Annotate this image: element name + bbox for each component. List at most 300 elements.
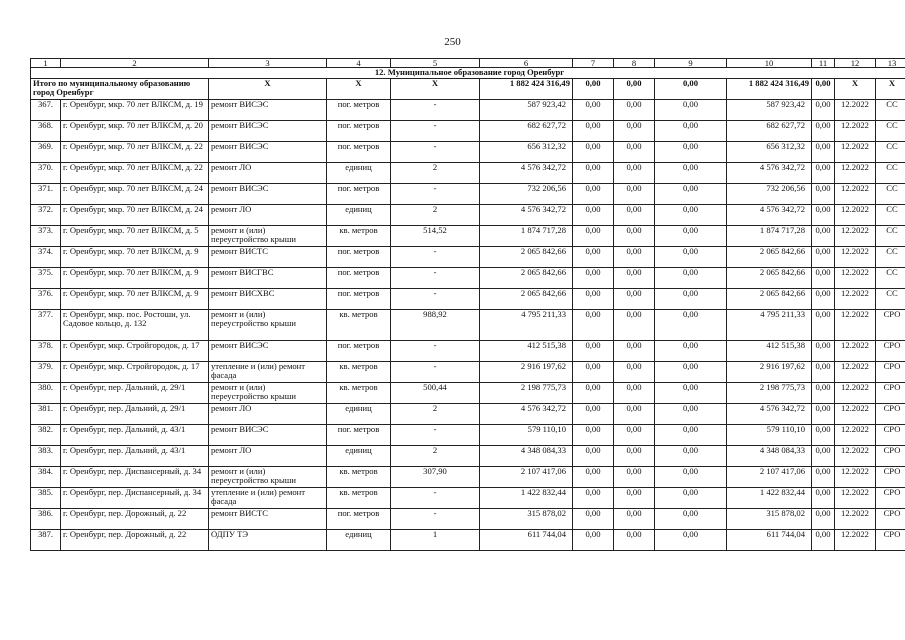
cost-cell: 2 198 775,73 [480,382,573,403]
quantity-cell: 500,44 [391,382,480,403]
address-cell: г. Оренбург, мкр. 70 лет ВЛКСМ, д. 20 [61,120,209,141]
column-number: 1 [31,59,61,68]
row-number: 375. [31,267,61,288]
total-cost-cell: 2 065 842,66 [727,288,812,309]
total-cost-cell: 732 206,56 [727,183,812,204]
cost-cell: 4 576 342,72 [480,162,573,183]
row-number: 387. [31,529,61,550]
amount-cell: 0,00 [614,225,655,246]
work-type-cell: ОДПУ ТЭ [209,529,327,550]
amount-cell: 0,00 [573,424,614,445]
total-cell: X [876,78,905,99]
address-cell: г. Оренбург, пер. Дальний, д. 29/1 [61,382,209,403]
executor-cell: СРО [876,466,905,487]
total-cell: X [391,78,480,99]
deadline-cell: 12.2022 [835,466,876,487]
amount-cell: 0,00 [573,99,614,120]
deadline-cell: 12.2022 [835,288,876,309]
deadline-cell: 12.2022 [835,246,876,267]
executor-cell: СРО [876,445,905,466]
column-number-row [31,59,905,68]
address-cell: г. Оренбург, мкр. 70 лет ВЛКСМ, д. 24 [61,204,209,225]
column-number: 3 [209,59,327,68]
executor-cell: СРО [876,403,905,424]
unit-cell: единиц [327,445,391,466]
quantity-cell: - [391,340,480,361]
executor-cell: СРО [876,309,905,340]
amount-cell: 0,00 [812,529,835,550]
amount-cell: 0,00 [573,340,614,361]
amount-cell: 0,00 [614,487,655,508]
unit-cell: пог. метров [327,183,391,204]
quantity-cell: - [391,99,480,120]
table-row [31,529,905,550]
work-type-cell: ремонт ВИСЭС [209,99,327,120]
cost-cell: 4 576 342,72 [480,403,573,424]
amount-cell: 0,00 [812,340,835,361]
quantity-cell: 2 [391,403,480,424]
row-number: 372. [31,204,61,225]
deadline-cell: 12.2022 [835,529,876,550]
amount-cell: 0,00 [614,288,655,309]
unit-cell: кв. метров [327,487,391,508]
amount-cell: 0,00 [655,424,727,445]
total-cell: 0,00 [812,78,835,99]
amount-cell: 0,00 [812,309,835,340]
amount-cell: 0,00 [573,487,614,508]
address-cell: г. Оренбург, пер. Дальний, д. 43/1 [61,424,209,445]
amount-cell: 0,00 [655,340,727,361]
deadline-cell: 12.2022 [835,120,876,141]
table-row [31,508,905,529]
amount-cell: 0,00 [655,508,727,529]
amount-cell: 0,00 [655,204,727,225]
amount-cell: 0,00 [573,445,614,466]
work-type-cell: ремонт ВИСЭС [209,183,327,204]
work-type-cell: ремонт и (или) переустройство крыши [209,466,327,487]
row-number: 384. [31,466,61,487]
amount-cell: 0,00 [573,466,614,487]
cost-cell: 682 627,72 [480,120,573,141]
amount-cell: 0,00 [573,267,614,288]
unit-cell: кв. метров [327,361,391,382]
table-row [31,246,905,267]
row-number: 386. [31,508,61,529]
table-row [31,309,905,340]
table-row [31,424,905,445]
total-cell: X [327,78,391,99]
cost-cell: 2 916 197,62 [480,361,573,382]
work-type-cell: ремонт ВИСТС [209,508,327,529]
amount-cell: 0,00 [614,382,655,403]
deadline-cell: 12.2022 [835,225,876,246]
total-cost-cell: 2 198 775,73 [727,382,812,403]
total-cost-cell: 4 348 084,33 [727,445,812,466]
amount-cell: 0,00 [812,267,835,288]
amount-cell: 0,00 [573,246,614,267]
table-row [31,162,905,183]
amount-cell: 0,00 [614,162,655,183]
row-number: 378. [31,340,61,361]
executor-cell: СС [876,246,905,267]
table-row [31,120,905,141]
amount-cell: 0,00 [614,309,655,340]
executor-cell: СРО [876,508,905,529]
amount-cell: 0,00 [573,508,614,529]
executor-cell: СС [876,267,905,288]
amount-cell: 0,00 [614,466,655,487]
cost-cell: 579 110,10 [480,424,573,445]
work-type-cell: ремонт ЛО [209,403,327,424]
amount-cell: 0,00 [812,403,835,424]
amount-cell: 0,00 [812,361,835,382]
total-cost-cell: 2 916 197,62 [727,361,812,382]
work-type-cell: ремонт ЛО [209,204,327,225]
amount-cell: 0,00 [655,361,727,382]
work-type-cell: ремонт ВИСЭС [209,340,327,361]
address-cell: г. Оренбург, пер. Дорожный, д. 22 [61,529,209,550]
deadline-cell: 12.2022 [835,382,876,403]
column-number: 10 [727,59,812,68]
cost-cell: 412 515,38 [480,340,573,361]
unit-cell: пог. метров [327,267,391,288]
quantity-cell: - [391,487,480,508]
cost-cell: 2 065 842,66 [480,288,573,309]
unit-cell: пог. метров [327,424,391,445]
executor-cell: СС [876,225,905,246]
total-cost-cell: 4 795 211,33 [727,309,812,340]
address-cell: г. Оренбург, мкр. Стройгородок, д. 17 [61,361,209,382]
unit-cell: кв. метров [327,466,391,487]
total-cell: 0,00 [573,78,614,99]
deadline-cell: 12.2022 [835,424,876,445]
deadline-cell: 12.2022 [835,340,876,361]
row-number: 383. [31,445,61,466]
total-cost-cell: 4 576 342,72 [727,162,812,183]
column-number: 5 [391,59,480,68]
row-number: 371. [31,183,61,204]
total-cost-cell: 2 107 417,06 [727,466,812,487]
amount-cell: 0,00 [812,508,835,529]
row-number: 374. [31,246,61,267]
executor-cell: СРО [876,487,905,508]
work-type-cell: ремонт ЛО [209,162,327,183]
total-row [31,78,905,99]
cost-cell: 587 923,42 [480,99,573,120]
executor-cell: СС [876,141,905,162]
row-number: 367. [31,99,61,120]
amount-cell: 0,00 [573,162,614,183]
unit-cell: пог. метров [327,508,391,529]
amount-cell: 0,00 [812,120,835,141]
row-number: 376. [31,288,61,309]
total-cell: X [835,78,876,99]
deadline-cell: 12.2022 [835,162,876,183]
amount-cell: 0,00 [655,466,727,487]
row-number: 373. [31,225,61,246]
table-row [31,361,905,382]
cost-cell: 315 878,02 [480,508,573,529]
row-number: 377. [31,309,61,340]
table-row [31,445,905,466]
column-number: 12 [835,59,876,68]
deadline-cell: 12.2022 [835,445,876,466]
table-body [31,59,905,551]
address-cell: г. Оренбург, мкр. 70 лет ВЛКСМ, д. 24 [61,183,209,204]
work-type-cell: ремонт ВИСХВС [209,288,327,309]
total-cost-cell: 1 874 717,28 [727,225,812,246]
column-number: 4 [327,59,391,68]
deadline-cell: 12.2022 [835,141,876,162]
quantity-cell: - [391,267,480,288]
unit-cell: кв. метров [327,225,391,246]
column-number: 2 [61,59,209,68]
amount-cell: 0,00 [573,529,614,550]
row-number: 380. [31,382,61,403]
column-number: 13 [876,59,905,68]
total-cost-cell: 412 515,38 [727,340,812,361]
table-row [31,99,905,120]
cost-cell: 656 312,32 [480,141,573,162]
amount-cell: 0,00 [812,204,835,225]
amount-cell: 0,00 [573,225,614,246]
amount-cell: 0,00 [655,99,727,120]
amount-cell: 0,00 [812,141,835,162]
quantity-cell: - [391,424,480,445]
total-cell: 1 882 424 316,49 [727,78,812,99]
amount-cell: 0,00 [812,288,835,309]
work-type-cell: ремонт ВИСЭС [209,424,327,445]
amount-cell: 0,00 [573,204,614,225]
amount-cell: 0,00 [655,162,727,183]
address-cell: г. Оренбург, мкр. 70 лет ВЛКСМ, д. 9 [61,267,209,288]
amount-cell: 0,00 [614,508,655,529]
unit-cell: пог. метров [327,120,391,141]
amount-cell: 0,00 [812,466,835,487]
executor-cell: СРО [876,424,905,445]
amount-cell: 0,00 [614,183,655,204]
quantity-cell: - [391,120,480,141]
total-cell: 0,00 [614,78,655,99]
unit-cell: пог. метров [327,99,391,120]
address-cell: г. Оренбург, мкр. 70 лет ВЛКСМ, д. 19 [61,99,209,120]
quantity-cell: - [391,361,480,382]
total-label: Итого по муниципальному образованию город Оренбург [31,78,209,99]
work-type-cell: ремонт и (или) переустройство крыши [209,382,327,403]
quantity-cell: - [391,246,480,267]
deadline-cell: 12.2022 [835,487,876,508]
executor-cell: СС [876,183,905,204]
executor-cell: СРО [876,361,905,382]
amount-cell: 0,00 [812,225,835,246]
cost-cell: 2 065 842,66 [480,267,573,288]
amount-cell: 0,00 [655,529,727,550]
address-cell: г. Оренбург, пер. Дальний, д. 43/1 [61,445,209,466]
amount-cell: 0,00 [573,288,614,309]
amount-cell: 0,00 [812,424,835,445]
row-number: 385. [31,487,61,508]
address-cell: г. Оренбург, мкр. 70 лет ВЛКСМ, д. 9 [61,246,209,267]
amount-cell: 0,00 [812,445,835,466]
amount-cell: 0,00 [655,267,727,288]
amount-cell: 0,00 [614,445,655,466]
address-cell: г. Оренбург, мкр. 70 лет ВЛКСМ, д. 22 [61,162,209,183]
repair-program-table [30,58,905,551]
executor-cell: СС [876,120,905,141]
total-cell: 1 882 424 316,49 [480,78,573,99]
column-number: 11 [812,59,835,68]
address-cell: г. Оренбург, пер. Дальний, д. 29/1 [61,403,209,424]
amount-cell: 0,00 [812,99,835,120]
quantity-cell: - [391,141,480,162]
quantity-cell: - [391,183,480,204]
work-type-cell: ремонт и (или) переустройство крыши [209,225,327,246]
amount-cell: 0,00 [573,183,614,204]
deadline-cell: 12.2022 [835,204,876,225]
row-number: 381. [31,403,61,424]
quantity-cell: 988,92 [391,309,480,340]
executor-cell: СРО [876,529,905,550]
row-number: 370. [31,162,61,183]
total-cost-cell: 2 065 842,66 [727,267,812,288]
cost-cell: 4 795 211,33 [480,309,573,340]
executor-cell: СС [876,99,905,120]
unit-cell: пог. метров [327,340,391,361]
column-number: 9 [655,59,727,68]
amount-cell: 0,00 [614,403,655,424]
total-cost-cell: 4 576 342,72 [727,403,812,424]
unit-cell: единиц [327,529,391,550]
work-type-cell: ремонт ВИСЭС [209,141,327,162]
section-title: 12. Муниципальное образование город Оренбург [31,68,905,79]
row-number: 382. [31,424,61,445]
amount-cell: 0,00 [812,382,835,403]
address-cell: г. Оренбург, мкр. пос. Ростоши, ул. Садовое кольцо, д. 132 [61,309,209,340]
quantity-cell: 1 [391,529,480,550]
work-type-cell: ремонт ВИСТС [209,246,327,267]
table-row [31,382,905,403]
quantity-cell: 514,52 [391,225,480,246]
total-cost-cell: 611 744,04 [727,529,812,550]
amount-cell: 0,00 [573,141,614,162]
amount-cell: 0,00 [573,309,614,340]
quantity-cell: 2 [391,204,480,225]
column-number: 6 [480,59,573,68]
total-cost-cell: 682 627,72 [727,120,812,141]
table-row [31,340,905,361]
deadline-cell: 12.2022 [835,267,876,288]
work-type-cell: ремонт ЛО [209,445,327,466]
deadline-cell: 12.2022 [835,508,876,529]
table-row [31,403,905,424]
address-cell: г. Оренбург, мкр. 70 лет ВЛКСМ, д. 22 [61,141,209,162]
quantity-cell: 2 [391,445,480,466]
table-row [31,141,905,162]
deadline-cell: 12.2022 [835,403,876,424]
amount-cell: 0,00 [614,529,655,550]
amount-cell: 0,00 [614,267,655,288]
section-title-row [31,68,905,79]
amount-cell: 0,00 [573,120,614,141]
address-cell: г. Оренбург, мкр. 70 лет ВЛКСМ, д. 5 [61,225,209,246]
cost-cell: 4 576 342,72 [480,204,573,225]
total-cost-cell: 4 576 342,72 [727,204,812,225]
address-cell: г. Оренбург, пер. Диспансерный, д. 34 [61,466,209,487]
address-cell: г. Оренбург, пер. Дорожный, д. 22 [61,508,209,529]
amount-cell: 0,00 [655,382,727,403]
amount-cell: 0,00 [812,246,835,267]
work-type-cell: утепление и (или) ремонт фасада [209,361,327,382]
deadline-cell: 12.2022 [835,361,876,382]
total-cost-cell: 579 110,10 [727,424,812,445]
work-type-cell: утепление и (или) ремонт фасада [209,487,327,508]
unit-cell: единиц [327,204,391,225]
unit-cell: пог. метров [327,246,391,267]
executor-cell: СРО [876,382,905,403]
address-cell: г. Оренбург, пер. Диспансерный, д. 34 [61,487,209,508]
unit-cell: кв. метров [327,309,391,340]
amount-cell: 0,00 [655,288,727,309]
work-type-cell: ремонт ВИСЭС [209,120,327,141]
quantity-cell: - [391,508,480,529]
amount-cell: 0,00 [655,225,727,246]
total-cell: X [209,78,327,99]
amount-cell: 0,00 [655,246,727,267]
address-cell: г. Оренбург, мкр. Стройгородок, д. 17 [61,340,209,361]
row-number: 379. [31,361,61,382]
amount-cell: 0,00 [812,487,835,508]
amount-cell: 0,00 [655,403,727,424]
unit-cell: пог. метров [327,141,391,162]
column-number: 7 [573,59,614,68]
cost-cell: 4 348 084,33 [480,445,573,466]
amount-cell: 0,00 [812,162,835,183]
amount-cell: 0,00 [812,183,835,204]
executor-cell: СС [876,288,905,309]
amount-cell: 0,00 [614,424,655,445]
table-row [31,466,905,487]
total-cost-cell: 1 422 832,44 [727,487,812,508]
cost-cell: 2 107 417,06 [480,466,573,487]
cost-cell: 611 744,04 [480,529,573,550]
unit-cell: кв. метров [327,382,391,403]
amount-cell: 0,00 [614,204,655,225]
amount-cell: 0,00 [614,120,655,141]
unit-cell: пог. метров [327,288,391,309]
cost-cell: 1 874 717,28 [480,225,573,246]
executor-cell: СС [876,162,905,183]
table-row [31,487,905,508]
total-cost-cell: 587 923,42 [727,99,812,120]
amount-cell: 0,00 [655,487,727,508]
amount-cell: 0,00 [655,445,727,466]
unit-cell: единиц [327,403,391,424]
executor-cell: СС [876,204,905,225]
total-cost-cell: 2 065 842,66 [727,246,812,267]
table-row [31,183,905,204]
cost-cell: 2 065 842,66 [480,246,573,267]
cost-cell: 1 422 832,44 [480,487,573,508]
amount-cell: 0,00 [614,141,655,162]
amount-cell: 0,00 [614,99,655,120]
row-number: 368. [31,120,61,141]
executor-cell: СРО [876,340,905,361]
quantity-cell: - [391,288,480,309]
amount-cell: 0,00 [655,141,727,162]
total-cell: 0,00 [655,78,727,99]
amount-cell: 0,00 [614,246,655,267]
cost-cell: 732 206,56 [480,183,573,204]
